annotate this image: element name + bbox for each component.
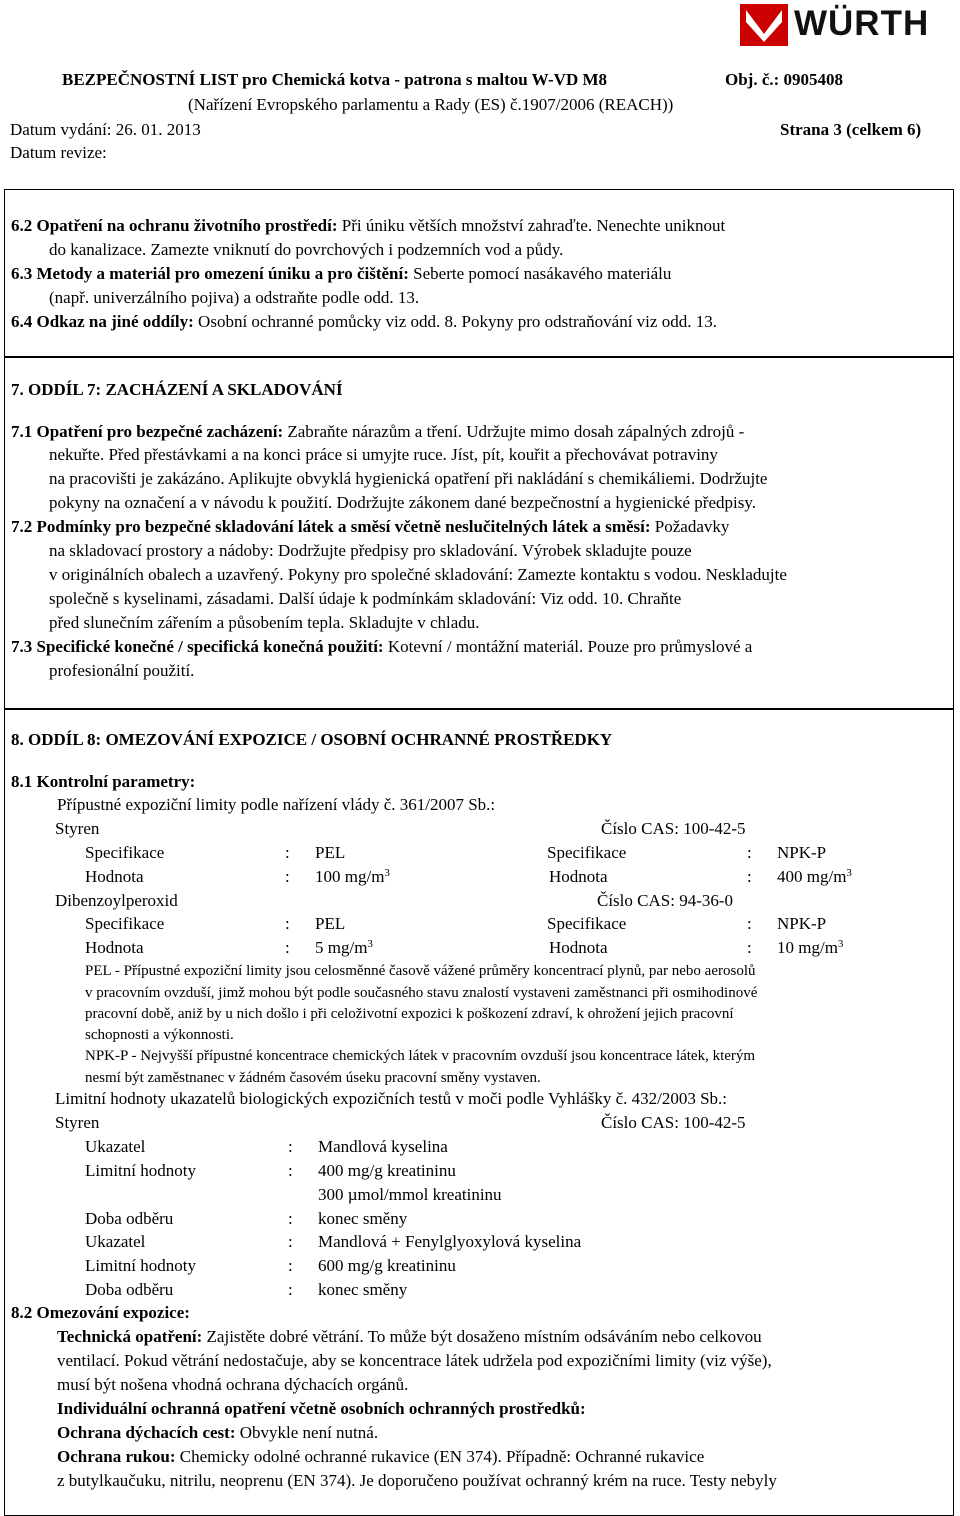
colon: : [285,914,290,933]
s6-line-1: 6.2 Opatření na ochranu životního prostředí: Při úniku větších množství zahraďte. Nenechte uniknout [11,216,726,235]
bio-substance-styren: Styren [55,1113,100,1132]
cas-styren: Číslo CAS: 100-42-5 [601,819,746,838]
s7-line-10: 7.3 Specifické konečné / specifická konečná použití: Kotevní / montážní materiál. Pouze pro průmyslové a [11,637,753,656]
pel-note-1: PEL - Přípustné expoziční limity jsou celosměnné časově vážené průměry koncentrací plynů, par nebo aerosolů [85,963,756,979]
s8-sub-2: 8.2 Omezování expozice: [11,1303,190,1322]
bio-row-label: Limitní hodnoty [85,1256,196,1275]
bio-cas-styren: Číslo CAS: 100-42-5 [601,1113,746,1132]
spec-label: Specifikace [547,914,627,933]
npk-note-1: NPK-P - Nejvyšší přípustné koncentrace chemických látek v pracovním ovzduší jsou koncentrace látek, kterým [85,1048,756,1064]
spec-pel: PEL [315,843,346,862]
bio-row-label: Ukazatel [85,1232,146,1251]
bio-row-label: Doba odběru [85,1280,174,1299]
colon: : [747,843,752,862]
s7-line-4: pokyny na označení a v návodu k použití. Dodržujte zákonem dané bezpečnostní a hygienické předpisy. [49,493,756,512]
tech-line-3: musí být nošena vhodná ochrana dýchacích orgánů. [57,1375,409,1394]
s7-line-2: nekuřte. Před přestávkami a na konci práce si umyjte ruce. Jíst, pít, kouřit a přechovávat potraviny [49,445,718,464]
colon: : [285,867,290,886]
individual-protection: Individuální ochranná opatření včetně osobních ochranných prostředků: [57,1399,586,1418]
bio-row-value: Mandlová + Fenylglyoxylová kyselina [318,1232,582,1251]
value-label: Hodnota [85,867,144,886]
section-8-box [4,709,954,1516]
issue-date: Datum vydání: 26. 01. 2013 [10,120,201,139]
s7-line-8: společně s kyselinami, zásadami. Další údaje k podmínkám skladování: Viz odd. 10. Chraňte [49,589,682,608]
bio-row-value: Mandlová kyselina [318,1137,448,1156]
s7-line-5: 7.2 Podmínky pro bezpečné skladování látek a směsí včetně neslučitelných látek a směsí: Požadavky [11,517,730,536]
pel-note-3: pracovní době, aniž by u nich došlo i při celoživotní expozici k poškození zdraví, k ohrožení jejich pracovní [85,1006,734,1022]
hand-protection-2: z butylkaučuku, nitrilu, neoprenu (EN 374). Je doporučeno používat ochranný krém na ruce. Testy nebyly [57,1471,777,1490]
s6-line-5: 6.4 Odkaz na jiné oddíly: Osobní ochranné pomůcky viz odd. 8. Pokyny pro odstraňování viz odd. 13. [11,312,717,331]
wurth-logo [740,2,952,46]
bio-row-value: 600 mg/g kreatininu [318,1256,456,1275]
section-7-heading: 7. ODDÍL 7: ZACHÁZENÍ A SKLADOVÁNÍ [11,380,343,399]
colon: : [288,1256,293,1275]
bio-row-value: konec směny [318,1280,408,1299]
bio-row-value: 300 µmol/mmol kreatininu [318,1185,502,1204]
colon: : [285,938,290,957]
s7-line-9: před slunečním zářením a působením tepla. Skladujte v chladu. [49,613,480,632]
spec-npkp: NPK-P [777,914,827,933]
section-7-box [4,357,954,709]
spec-label: Specifikace [85,914,165,933]
colon: : [285,843,290,862]
npk-note-2: nesmí být zaměstnanec v žádném časovém úseku pracovní směny vystaven. [85,1070,541,1086]
styren-npk-value: 400 $mg/m^3$ [777,867,852,886]
s7-line-3: na pracovišti je zakázáno. Aplikujte obvyklá hygienická opatření při nakládání s chemikáliemi. Dodržujte [49,469,768,488]
colon: : [288,1137,293,1156]
value-label: Hodnota [85,938,144,957]
page-number: Strana 3 (celkem 6) [780,120,922,139]
value-label: Hodnota [549,938,608,957]
dibenz-pel-value: 5 $mg/m^3$ [315,938,373,957]
colon: : [288,1280,293,1299]
spec-npkp: NPK-P [777,843,827,862]
logo-wordmark: WÜRTH [794,4,930,43]
s7-line-6: na skladovací prostory a nádoby: Dodržujte předpisy pro skladování. Výrobek skladujte pouze [49,541,692,560]
substance-styren: Styren [55,819,100,838]
section-6-box [4,189,954,357]
tech-line-1: Technická opatření: Zajistěte dobré větrání. To může být dosaženo místním odsáváním nebo celkovou [57,1327,762,1346]
wurth-logo-icon [740,4,788,46]
spec-pel: PEL [315,914,346,933]
pel-note-4: schopnosti a výkonnosti. [85,1027,234,1043]
bio-row-label: Ukazatel [85,1137,146,1156]
value-label: Hodnota [549,867,608,886]
bio-row-value: 400 mg/g kreatininu [318,1161,456,1180]
s7-line-1: 7.1 Opatření pro bezpečné zacházení: Zabraňte nárazům a tření. Udržujte mimo dosah zápalných zdrojů - [11,422,745,441]
s7-line-7: v originálních obalech a uzavřený. Pokyny pro společné skladování: Zamezte kontaktu s vodou. Neskladujte [49,565,787,584]
dibenz-npk-value: 10 $mg/m^3$ [777,938,844,957]
colon: : [747,938,752,957]
bio-row-label: Doba odběru [85,1209,174,1228]
spec-label: Specifikace [547,843,627,862]
pel-note-2: v pracovním ovzduší, jimž mohou být podle současného stavu znalostí vystaveni zaměstnanci při osmihodinové [85,985,758,1001]
s8-sub-1: 8.1 Kontrolní parametry: [11,772,196,791]
colon: : [288,1161,293,1180]
limits-intro: Přípustné expoziční limity podle nařízení vlády č. 361/2007 Sb.: [57,795,496,814]
colon: : [747,914,752,933]
s6-line-4: (např. univerzálního pojiva) a odstraňte podle odd. 13. [49,288,420,307]
section-8-heading: 8. ODDÍL 8: OMEZOVÁNÍ EXPOZICE / OSOBNÍ OCHRANNÉ PROSTŘEDKY [11,730,613,749]
respiratory-protection: Ochrana dýchacích cest: Obvykle není nutná. [57,1423,379,1442]
bio-row-label: Limitní hodnoty [85,1161,196,1180]
s7-line-11: profesionální použití. [49,661,195,680]
colon: : [288,1232,293,1251]
colon: : [747,867,752,886]
substance-dibenzoylperoxid: Dibenzoylperoxid [55,891,178,910]
bio-row-value: konec směny [318,1209,408,1228]
cas-dibenzoylperoxid: Číslo CAS: 94-36-0 [597,891,734,910]
tech-line-2: ventilací. Pokud větrání nedostačuje, aby se koncentrace látek udržela pod expozičními limity (viz výše), [57,1351,772,1370]
spec-label: Specifikace [85,843,165,862]
colon: : [288,1209,293,1228]
s6-line-2: do kanalizace. Zamezte vniknutí do povrchových i podzemních vod a půdy. [49,240,564,259]
s6-line-3: 6.3 Metody a materiál pro omezení úniku a pro čištění: Seberte pomocí nasákavého materiálu [11,264,672,283]
hand-protection-1: Ochrana rukou: Chemicky odolné ochranné rukavice (EN 374). Případně: Ochranné rukavice [57,1447,705,1466]
styren-pel-value: 100 $mg/m^3$ [315,867,390,886]
bio-intro: Limitní hodnoty ukazatelů biologických expozičních testů v moči podle Vyhlášky č. 432/2003 Sb.: [55,1089,728,1108]
order-number: Obj. č.: 0905408 [725,70,844,89]
